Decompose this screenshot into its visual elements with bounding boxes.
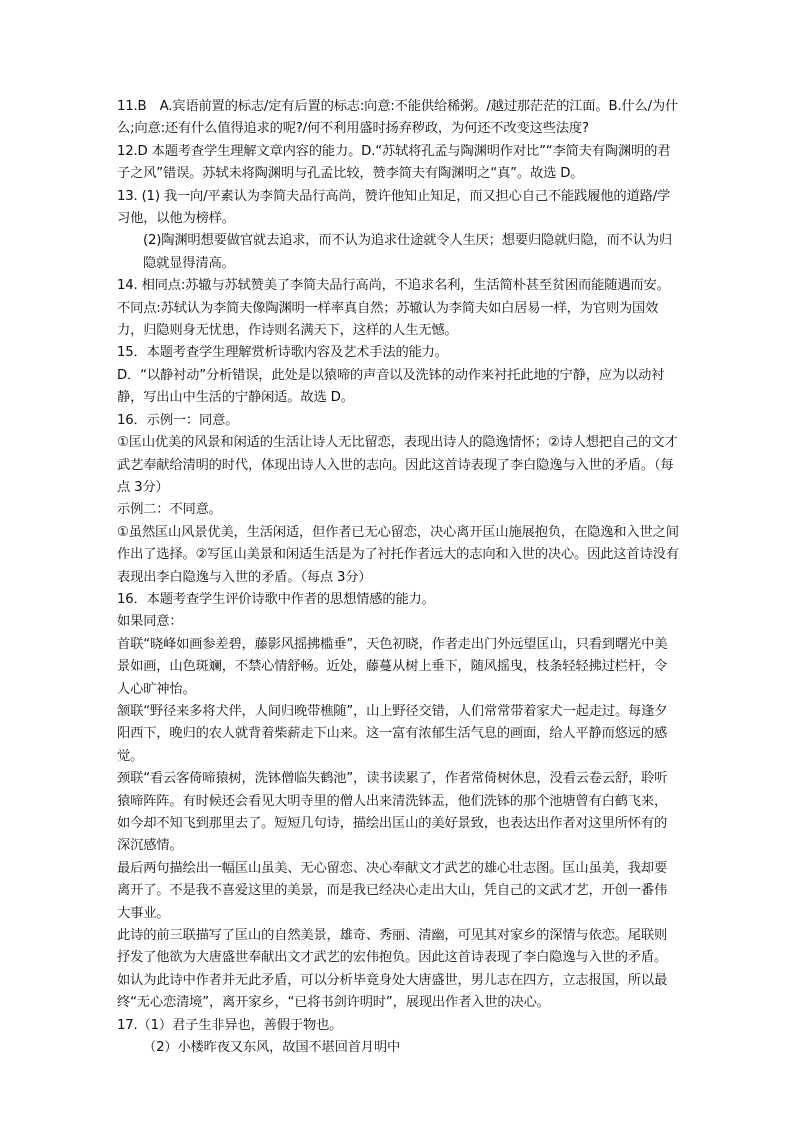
answer-14: 14. 相同点:苏辙与苏轼赞美了李简夫品行高尚，不追求名利，生活简朴甚至贫困而能随遇而安。不同点:苏轼认为李简夫像陶渊明一样率真自然；苏辙认为李简夫如白居易一样，为官则为国效力，归隐则身无忧患，作诗则名满天下，这样的人生无憾。 (117, 278, 670, 339)
answer-17-part-2: （2）小楼昨夜又东风，故国不堪回首月明中 (143, 1040, 401, 1056)
answer-16-summary: 此诗的前三联描写了匡山的自然美景，雄奇、秀丽、清幽，可见其对家乡的深情与依恋。尾联则抒发了他欲为大唐盛世奉献出文才武艺的宏伟抱负。因此这首诗表现了李白隐逸与入世的矛盾。 (117, 928, 668, 966)
answer-16-second-couplet: 颔联“野径来多将犬伴，人间归晚带樵随”，山上野径交错，人们常常带着家犬一起走过。每逢夕阳西下，晚归的农人就背着柴薪走下山来。这一富有浓郁生活气息的画面，给人平静而悠远的感觉。 (117, 703, 668, 764)
answer-16-example-2-heading: 示例二：不同意。 (117, 502, 222, 518)
answer-16-third-couplet: 颈联“看云客倚啼猿树，洗钵僧临失鹤池”，读书读累了，作者常倚树休息，没看云卷云舒，聆听猿啼阵阵。有时候还会看见大明寺里的僧人出来清洗钵盂，他们洗钵的那个池塘曾有白鹤飞来，如今却不知飞到那里去了。短短几句诗，描绘出匡山的美好景致，也表达出作者对这里所怀有的深沉感情。 (117, 771, 668, 854)
answer-16-first-couplet: 首联“晓峰如画参差碧，藤影风摇拂槛垂”，天色初晓，作者走出门外远望匡山，只看到曙光中美景如画，山色斑斓，不禁心情舒畅。近处，藤蔓从树上垂下，随风摇曳，枝条轻轻拂过栏杆，令人心旷神怡。 (117, 636, 668, 697)
answer-16-if-disagree: 如认为此诗中作者并无此矛盾，可以分析毕竟身处大唐盛世，男儿志在四方，立志报国，所以最终“无心恋清境”，离开家乡，“已将书剑许明时”，展现出作者入世的决心。 (117, 972, 668, 1011)
answer-16-example-1-body: ①匡山优美的风景和闲适的生活让诗人无比留恋，表现出诗人的隐逸情怀；②诗人想把自己的文才武艺奉献给清明的时代，体现出诗人入世的志向。因此这首诗表现了李白隐逸与入世的矛盾。（每点 3分） (117, 435, 678, 495)
answer-13-part-2: (2)陶渊明想要做官就去追求，而不认为追求仕途就令人生厌；想要归隐就归隐，而不认为归隐就显得清高。 (143, 233, 673, 271)
answer-15-explanation: D．“以静衬动”分析错误，此处是以猿啼的声音以及洗钵的动作来衬托此地的宁静，应为以动衬静，写出山中生活的宁静闲适。故选 D。 (117, 367, 665, 406)
answer-12: 12.D 本题考查学生理解文章内容的能力。D.“苏轼将孔孟与陶渊明作对比”“李简夫有陶渊明的君子之风”错误。苏轼未将陶渊明与孔孟比较，赞李简夫有陶渊明之“真”。故选 D。 (117, 143, 671, 182)
answer-17-part-1: 17.（1）君子生非异也，善假于物也。 (117, 1017, 343, 1033)
answer-16-example-1-heading: 16．示例一：同意。 (117, 412, 239, 428)
answer-16-last-lines: 最后两句描绘出一幅匡山虽美、无心留恋、决心奉献文才武艺的雄心壮志图。匡山虽美，我却要离开了。不是我不喜爱这里的美景，而是我已经决心走出大山，凭自己的文武才艺，开创一番伟大事业。 (117, 860, 668, 921)
answer-13-part-1: 13. (1) 我一向/平素认为李简夫品行高尚，赞许他知止知足，而又担心自己不能践履他的道路/学习他，以他为榜样。 (117, 188, 671, 227)
answer-16-example-2-body: ①虽然匡山风景优美，生活闲适，但作者已无心留恋，决心离开匡山施展抱负，在隐逸和入世之间作出了选择。②写匡山美景和闲适生活是为了衬托作者远大的志向和入世的决心。因此这首诗没有表现出李白隐逸与入世的矛盾。（每点 3分） (117, 524, 679, 585)
answer-16-if-agree: 如果同意： (117, 614, 183, 630)
answer-document (117, 96, 679, 1059)
answer-11: 11.B A.宾语前置的标志/定有后置的标志:向意:不能供给稀粥。/越过那茫茫的江面。B.什么/为什么;向意:还有什么值得追求的呢?/何不利用盛时扬弃秽政，为何还不改变这些法度? (117, 99, 679, 137)
answer-15-intro: 15．本题考查学生理解赏析诗歌内容及艺术手法的能力。 (117, 345, 448, 361)
answer-16-analysis-intro: 16．本题考查学生评价诗歌中作者的思想情感的能力。 (117, 591, 435, 607)
